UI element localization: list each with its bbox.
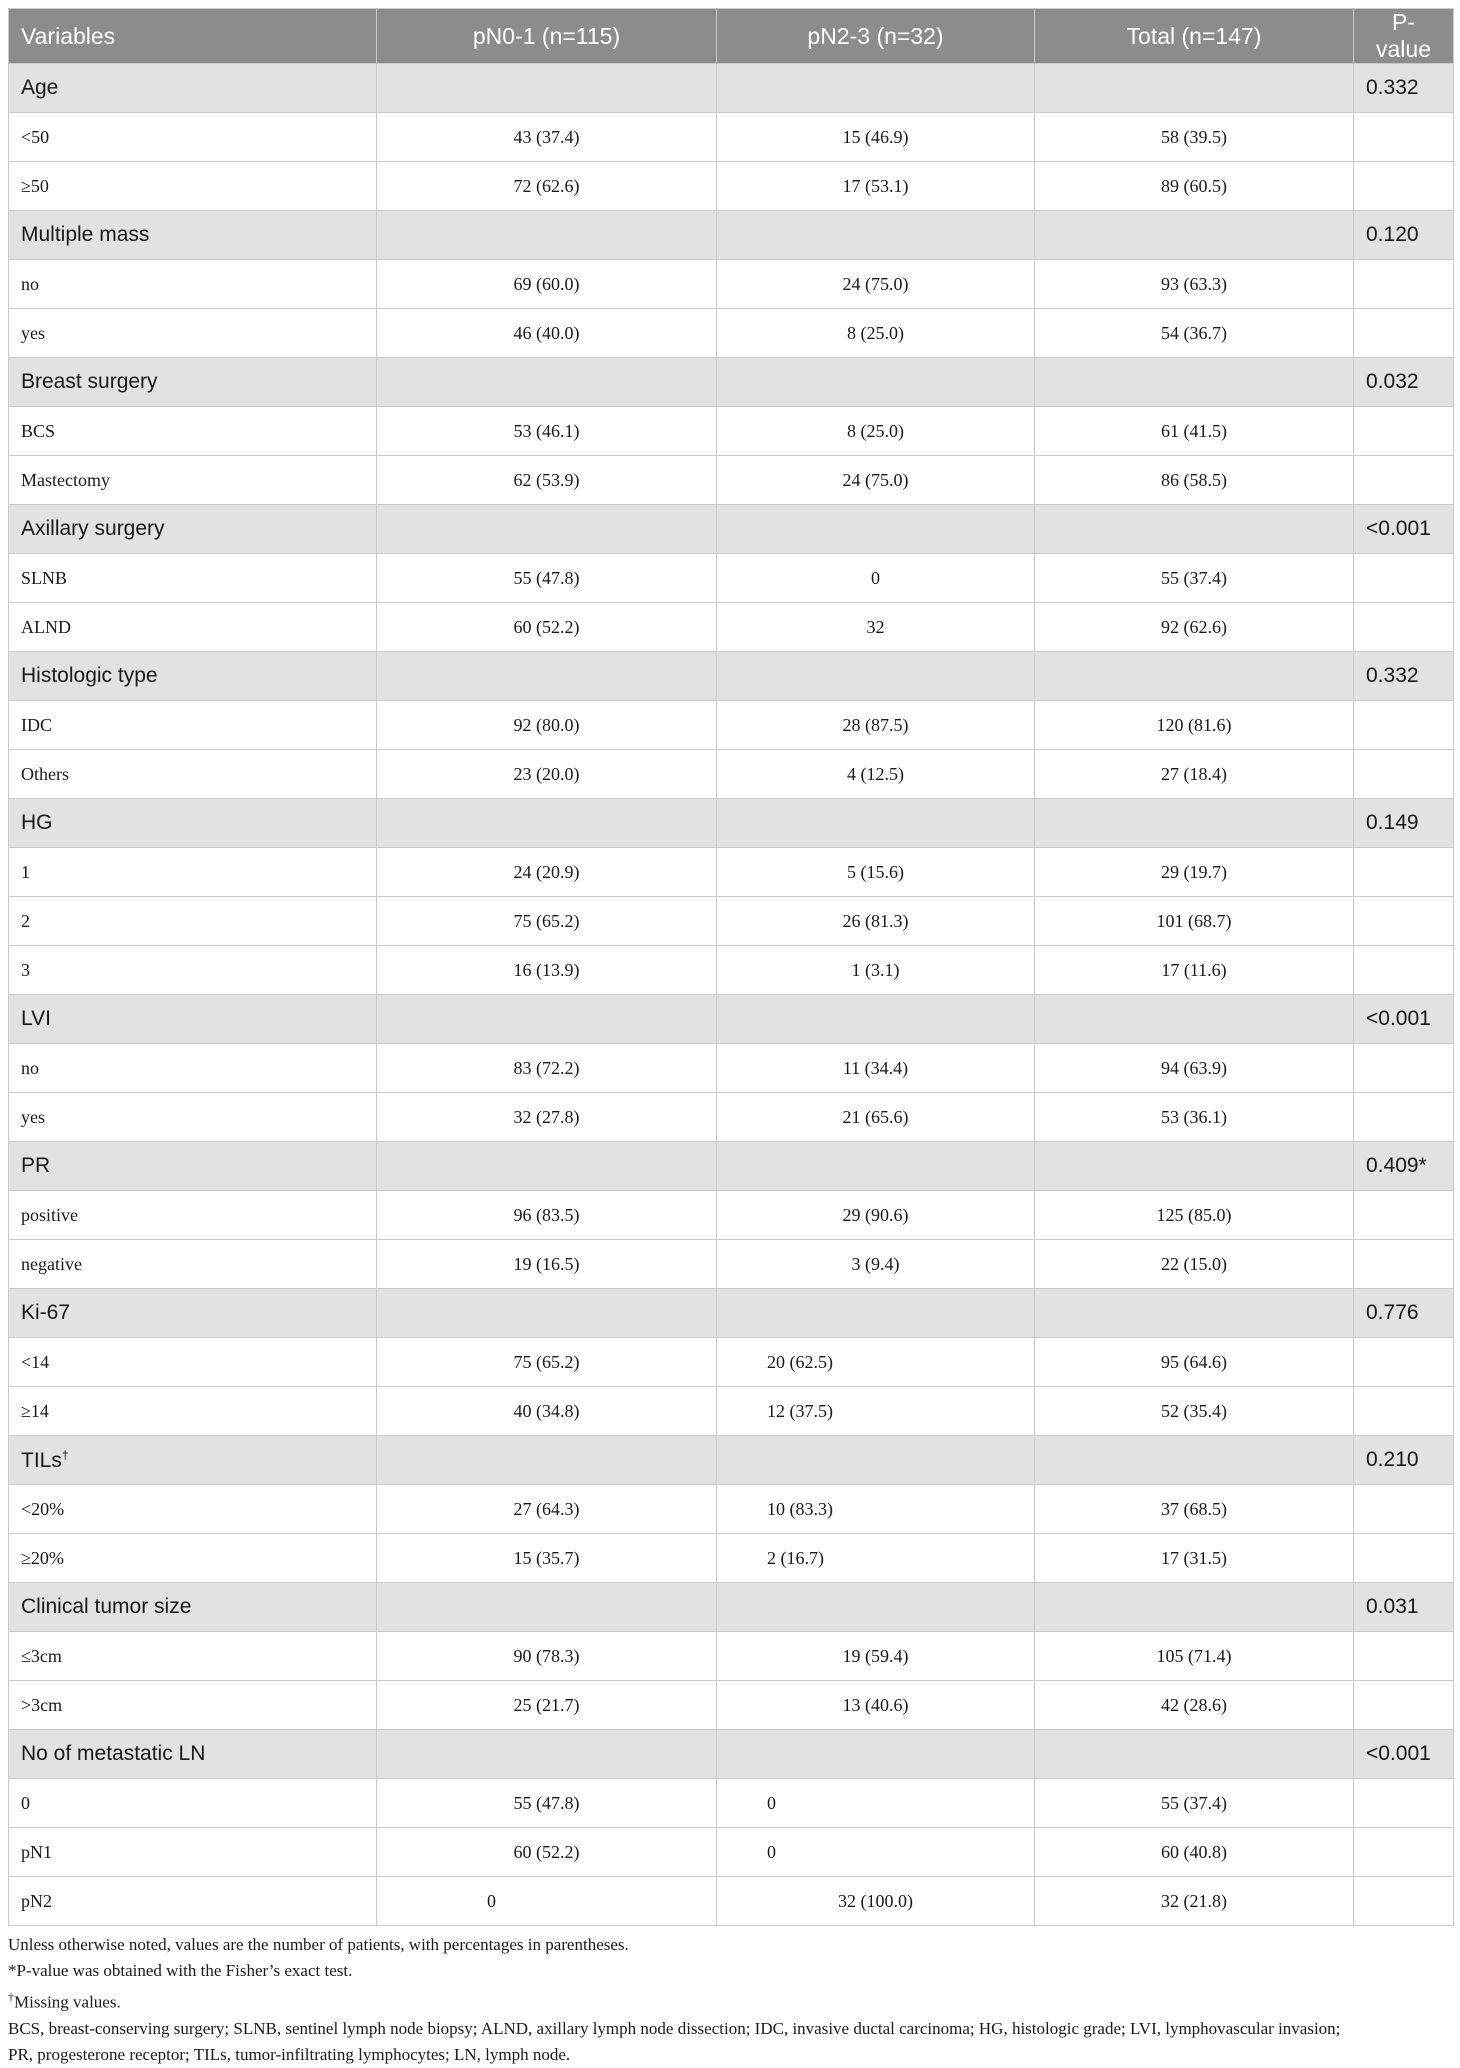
pn0-1-cell: 27 (64.3)	[377, 1485, 717, 1534]
empty-cell	[1035, 358, 1354, 407]
group-row	[9, 1142, 1454, 1191]
group-row	[9, 652, 1454, 701]
total-cell: 22 (15.0)	[1035, 1240, 1354, 1289]
pn2-3-cell: 17 (53.1)	[717, 162, 1035, 211]
group-row	[9, 505, 1454, 554]
total-cell: 55 (37.4)	[1035, 1779, 1354, 1828]
empty-cell	[377, 1142, 717, 1191]
empty-cell	[1354, 1191, 1454, 1240]
p-value-cell: 0.332	[1354, 652, 1454, 701]
group-label: Multiple mass	[9, 211, 377, 260]
row-label: 3	[9, 946, 377, 995]
table-row	[9, 309, 1454, 358]
empty-cell	[1354, 848, 1454, 897]
row-label: no	[9, 260, 377, 309]
row-label: ≤3cm	[9, 1632, 377, 1681]
group-label: PR	[9, 1142, 377, 1191]
empty-cell	[1354, 113, 1454, 162]
pn0-1-cell: 19 (16.5)	[377, 1240, 717, 1289]
table-row	[9, 554, 1454, 603]
total-cell: 53 (36.1)	[1035, 1093, 1354, 1142]
empty-cell	[717, 358, 1035, 407]
empty-cell	[1035, 211, 1354, 260]
pn0-1-cell: 83 (72.2)	[377, 1044, 717, 1093]
row-label: Others	[9, 750, 377, 799]
header-variables: Variables	[9, 9, 377, 64]
footnote: †Missing values.	[8, 1990, 121, 2012]
empty-cell	[1354, 1387, 1454, 1436]
empty-cell	[1035, 1730, 1354, 1779]
group-label: Histologic type	[9, 652, 377, 701]
total-cell: 92 (62.6)	[1035, 603, 1354, 652]
empty-cell	[717, 64, 1035, 113]
table-row	[9, 1485, 1454, 1534]
empty-cell	[1354, 309, 1454, 358]
empty-cell	[1035, 505, 1354, 554]
empty-cell	[377, 1730, 717, 1779]
empty-cell	[1354, 946, 1454, 995]
row-label: <20%	[9, 1485, 377, 1534]
group-label: Axillary surgery	[9, 505, 377, 554]
empty-cell	[1354, 603, 1454, 652]
pn0-1-cell: 16 (13.9)	[377, 946, 717, 995]
pn2-3-cell: 4 (12.5)	[717, 750, 1035, 799]
group-row	[9, 64, 1454, 113]
pn2-3-cell: 11 (34.4)	[717, 1044, 1035, 1093]
pn2-3-cell: 1 (3.1)	[717, 946, 1035, 995]
empty-cell	[717, 995, 1035, 1044]
pn2-3-cell: 32	[717, 603, 1035, 652]
pn0-1-cell: 53 (46.1)	[377, 407, 717, 456]
group-label: Age	[9, 64, 377, 113]
pn2-3-cell: 0	[717, 554, 1035, 603]
pn0-1-cell: 69 (60.0)	[377, 260, 717, 309]
pn2-3-cell: 8 (25.0)	[717, 407, 1035, 456]
pn0-1-cell: 62 (53.9)	[377, 456, 717, 505]
total-cell: 29 (19.7)	[1035, 848, 1354, 897]
empty-cell	[1354, 1485, 1454, 1534]
row-label: BCS	[9, 407, 377, 456]
pn2-3-cell: 0	[717, 1779, 1035, 1828]
group-label: TILs†	[9, 1436, 377, 1485]
total-cell: 120 (81.6)	[1035, 701, 1354, 750]
table-row	[9, 1191, 1454, 1240]
pn2-3-cell: 12 (37.5)	[717, 1387, 1035, 1436]
p-value-cell: 0.032	[1354, 358, 1454, 407]
group-row	[9, 1436, 1454, 1485]
pn0-1-cell: 72 (62.6)	[377, 162, 717, 211]
empty-cell	[717, 1730, 1035, 1779]
table-row	[9, 946, 1454, 995]
empty-cell	[377, 211, 717, 260]
total-cell: 32 (21.8)	[1035, 1877, 1354, 1926]
empty-cell	[717, 1583, 1035, 1632]
pn2-3-cell: 3 (9.4)	[717, 1240, 1035, 1289]
p-value-cell: <0.001	[1354, 995, 1454, 1044]
pn0-1-cell: 43 (37.4)	[377, 113, 717, 162]
p-value-cell: 0.031	[1354, 1583, 1454, 1632]
table-row	[9, 1779, 1454, 1828]
pn0-1-cell: 0	[377, 1877, 717, 1926]
group-row	[9, 358, 1454, 407]
empty-cell	[377, 1436, 717, 1485]
table-row	[9, 603, 1454, 652]
p-value-cell: <0.001	[1354, 1730, 1454, 1779]
total-cell: 52 (35.4)	[1035, 1387, 1354, 1436]
row-label: IDC	[9, 701, 377, 750]
header-p-value: P-value	[1354, 9, 1454, 64]
pn0-1-cell: 92 (80.0)	[377, 701, 717, 750]
footnote: Unless otherwise noted, values are the number of patients, with percentages in parentheses.	[8, 1935, 629, 1954]
pn2-3-cell: 24 (75.0)	[717, 260, 1035, 309]
empty-cell	[377, 358, 717, 407]
row-label: negative	[9, 1240, 377, 1289]
pn2-3-cell: 26 (81.3)	[717, 897, 1035, 946]
empty-cell	[1354, 1632, 1454, 1681]
empty-cell	[1354, 701, 1454, 750]
group-row	[9, 211, 1454, 260]
empty-cell	[717, 211, 1035, 260]
group-label: LVI	[9, 995, 377, 1044]
empty-cell	[377, 1583, 717, 1632]
table-row	[9, 1044, 1454, 1093]
pn2-3-cell: 29 (90.6)	[717, 1191, 1035, 1240]
table-row	[9, 113, 1454, 162]
empty-cell	[1354, 456, 1454, 505]
table-row	[9, 260, 1454, 309]
row-label: <50	[9, 113, 377, 162]
table-row	[9, 1387, 1454, 1436]
p-value-cell: 0.332	[1354, 64, 1454, 113]
table-header-row	[9, 9, 1454, 64]
total-cell: 89 (60.5)	[1035, 162, 1354, 211]
footnote: PR, progesterone receptor; TILs, tumor-infiltrating lymphocytes; LN, lymph node.	[8, 2044, 571, 2064]
row-label: pN2	[9, 1877, 377, 1926]
patient-characteristics-table	[8, 8, 1454, 1926]
pn0-1-cell: 90 (78.3)	[377, 1632, 717, 1681]
empty-cell	[1035, 64, 1354, 113]
empty-cell	[717, 1436, 1035, 1485]
empty-cell	[1354, 162, 1454, 211]
total-cell: 105 (71.4)	[1035, 1632, 1354, 1681]
empty-cell	[1035, 1436, 1354, 1485]
row-label: ≥20%	[9, 1534, 377, 1583]
group-row	[9, 1583, 1454, 1632]
pn2-3-cell: 32 (100.0)	[717, 1877, 1035, 1926]
pn2-3-cell: 28 (87.5)	[717, 701, 1035, 750]
row-label: >3cm	[9, 1681, 377, 1730]
pn0-1-cell: 55 (47.8)	[377, 554, 717, 603]
empty-cell	[377, 995, 717, 1044]
pn2-3-cell: 19 (59.4)	[717, 1632, 1035, 1681]
total-cell: 17 (11.6)	[1035, 946, 1354, 995]
row-label: positive	[9, 1191, 377, 1240]
total-cell: 42 (28.6)	[1035, 1681, 1354, 1730]
empty-cell	[717, 505, 1035, 554]
group-row	[9, 1730, 1454, 1779]
empty-cell	[1354, 1681, 1454, 1730]
total-cell: 61 (41.5)	[1035, 407, 1354, 456]
p-value-cell: 0.409*	[1354, 1142, 1454, 1191]
empty-cell	[1035, 995, 1354, 1044]
total-cell: 27 (18.4)	[1035, 750, 1354, 799]
table-row	[9, 456, 1454, 505]
group-row	[9, 1289, 1454, 1338]
pn2-3-cell: 5 (15.6)	[717, 848, 1035, 897]
group-label: Breast surgery	[9, 358, 377, 407]
group-label: Clinical tumor size	[9, 1583, 377, 1632]
pn0-1-cell: 55 (47.8)	[377, 1779, 717, 1828]
table-row	[9, 701, 1454, 750]
table-row	[9, 1632, 1454, 1681]
total-cell: 37 (68.5)	[1035, 1485, 1354, 1534]
total-cell: 93 (63.3)	[1035, 260, 1354, 309]
total-cell: 94 (63.9)	[1035, 1044, 1354, 1093]
empty-cell	[1354, 1534, 1454, 1583]
pn0-1-cell: 15 (35.7)	[377, 1534, 717, 1583]
pn0-1-cell: 40 (34.8)	[377, 1387, 717, 1436]
row-label: 1	[9, 848, 377, 897]
pn0-1-cell: 25 (21.7)	[377, 1681, 717, 1730]
empty-cell	[1354, 407, 1454, 456]
table-row	[9, 407, 1454, 456]
pn2-3-cell: 2 (16.7)	[717, 1534, 1035, 1583]
pn2-3-cell: 13 (40.6)	[717, 1681, 1035, 1730]
total-cell: 86 (58.5)	[1035, 456, 1354, 505]
empty-cell	[377, 652, 717, 701]
total-cell: 60 (40.8)	[1035, 1828, 1354, 1877]
table-row	[9, 750, 1454, 799]
table-row	[9, 1338, 1454, 1387]
header-pn2-3: pN2-3 (n=32)	[717, 9, 1035, 64]
empty-cell	[1035, 1142, 1354, 1191]
row-label: SLNB	[9, 554, 377, 603]
pn0-1-cell: 32 (27.8)	[377, 1093, 717, 1142]
row-label: 0	[9, 1779, 377, 1828]
row-label: pN1	[9, 1828, 377, 1877]
pn0-1-cell: 60 (52.2)	[377, 603, 717, 652]
pn2-3-cell: 0	[717, 1828, 1035, 1877]
table-row	[9, 848, 1454, 897]
row-label: yes	[9, 1093, 377, 1142]
header-total: Total (n=147)	[1035, 9, 1354, 64]
pn0-1-cell: 23 (20.0)	[377, 750, 717, 799]
footnote: *P-value was obtained with the Fisher’s exact test.	[8, 1961, 353, 1980]
pn0-1-cell: 75 (65.2)	[377, 1338, 717, 1387]
p-value-cell: 0.149	[1354, 799, 1454, 848]
p-value-cell: 0.776	[1354, 1289, 1454, 1338]
empty-cell	[377, 1289, 717, 1338]
table-row	[9, 897, 1454, 946]
p-value-cell: 0.210	[1354, 1436, 1454, 1485]
table-row	[9, 1240, 1454, 1289]
table-body	[9, 64, 1454, 1926]
pn0-1-cell: 46 (40.0)	[377, 309, 717, 358]
pn2-3-cell: 24 (75.0)	[717, 456, 1035, 505]
table-footnotes	[8, 1932, 1453, 2068]
group-row	[9, 799, 1454, 848]
empty-cell	[1035, 799, 1354, 848]
table-row	[9, 1093, 1454, 1142]
empty-cell	[1354, 1044, 1454, 1093]
pn0-1-cell: 75 (65.2)	[377, 897, 717, 946]
table-row	[9, 1534, 1454, 1583]
total-cell: 58 (39.5)	[1035, 113, 1354, 162]
row-label: ≥14	[9, 1387, 377, 1436]
empty-cell	[717, 799, 1035, 848]
empty-cell	[1354, 554, 1454, 603]
group-row	[9, 995, 1454, 1044]
table-row	[9, 162, 1454, 211]
pn0-1-cell: 24 (20.9)	[377, 848, 717, 897]
empty-cell	[1354, 1093, 1454, 1142]
empty-cell	[1354, 260, 1454, 309]
empty-cell	[1354, 750, 1454, 799]
pn0-1-cell: 96 (83.5)	[377, 1191, 717, 1240]
empty-cell	[377, 505, 717, 554]
pn2-3-cell: 21 (65.6)	[717, 1093, 1035, 1142]
pn0-1-cell: 60 (52.2)	[377, 1828, 717, 1877]
row-label: yes	[9, 309, 377, 358]
p-value-cell: 0.120	[1354, 211, 1454, 260]
empty-cell	[1354, 897, 1454, 946]
row-label: no	[9, 1044, 377, 1093]
empty-cell	[1354, 1828, 1454, 1877]
header-pn0-1: pN0-1 (n=115)	[377, 9, 717, 64]
total-cell: 95 (64.6)	[1035, 1338, 1354, 1387]
empty-cell	[1354, 1779, 1454, 1828]
empty-cell	[717, 652, 1035, 701]
empty-cell	[1354, 1338, 1454, 1387]
empty-cell	[717, 1289, 1035, 1338]
group-label: Ki-67	[9, 1289, 377, 1338]
total-cell: 54 (36.7)	[1035, 309, 1354, 358]
table-row	[9, 1877, 1454, 1926]
table-row	[9, 1828, 1454, 1877]
total-cell: 55 (37.4)	[1035, 554, 1354, 603]
group-label: HG	[9, 799, 377, 848]
row-label: 2	[9, 897, 377, 946]
empty-cell	[1035, 1583, 1354, 1632]
row-label: <14	[9, 1338, 377, 1387]
empty-cell	[377, 799, 717, 848]
empty-cell	[717, 1142, 1035, 1191]
row-label: ALND	[9, 603, 377, 652]
table-row	[9, 1681, 1454, 1730]
pn2-3-cell: 15 (46.9)	[717, 113, 1035, 162]
empty-cell	[377, 64, 717, 113]
total-cell: 17 (31.5)	[1035, 1534, 1354, 1583]
empty-cell	[1035, 1289, 1354, 1338]
pn2-3-cell: 10 (83.3)	[717, 1485, 1035, 1534]
empty-cell	[1354, 1240, 1454, 1289]
row-label: Mastectomy	[9, 456, 377, 505]
p-value-cell: <0.001	[1354, 505, 1454, 554]
table-container	[8, 8, 1453, 2068]
pn2-3-cell: 8 (25.0)	[717, 309, 1035, 358]
pn2-3-cell: 20 (62.5)	[717, 1338, 1035, 1387]
group-label: No of metastatic LN	[9, 1730, 377, 1779]
empty-cell	[1035, 652, 1354, 701]
total-cell: 101 (68.7)	[1035, 897, 1354, 946]
empty-cell	[1354, 1877, 1454, 1926]
row-label: ≥50	[9, 162, 377, 211]
footnote: BCS, breast-conserving surgery; SLNB, sentinel lymph node biopsy; ALND, axillary lymph node dissection; IDC, invasive ductal carcinoma; HG, histologic grade; LVI, lymphovascular invasion;	[8, 2018, 1341, 2038]
total-cell: 125 (85.0)	[1035, 1191, 1354, 1240]
